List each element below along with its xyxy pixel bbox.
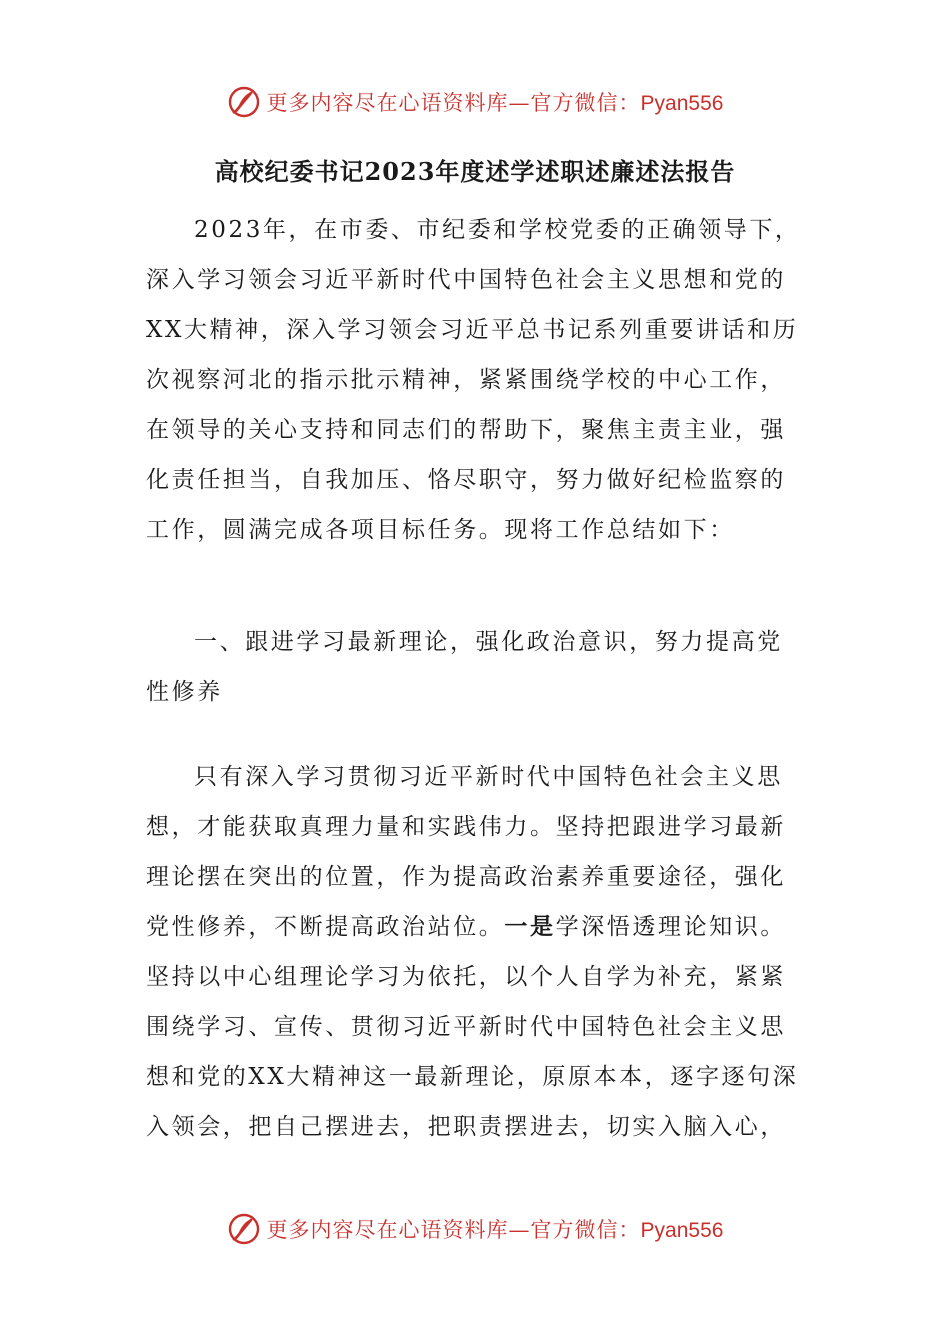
text-line: 坚持以中心组理论学习为依托，以个人自学为补充，紧紧	[146, 964, 786, 990]
text-line: 次视察河北的指示批示精神，紧紧围绕学校的中心工作，	[146, 367, 786, 393]
text-line: 2023年，在市委、市纪委和学校党委的正确领导下，	[194, 217, 801, 243]
quill-logo-icon	[227, 85, 261, 119]
text-line: 深入学习领会习近平新时代中国特色社会主义思想和党的	[146, 267, 786, 293]
wechat-id: Pyan556	[640, 92, 724, 115]
line-text: 学深悟透理论知识。	[555, 914, 787, 940]
text-line: 只有深入学习贯彻习近平新时代中国特色社会主义思	[194, 764, 783, 790]
bold-lead-text: 一是	[504, 913, 556, 940]
text-line: 一、跟进学习最新理论，强化政治意识，努力提高党	[194, 629, 783, 655]
text-line: XX大精神，深入学习领会习近平总书记系列重要讲话和历	[146, 317, 799, 343]
text-line	[146, 902, 810, 952]
text-line: 想和党的XX大精神这一最新理论，原原本本，逐字逐句深	[146, 1064, 799, 1090]
watermark-text: 更多内容尽在心语资料库—官方微信：Pyan556	[266, 1218, 724, 1242]
watermark-text: 更多内容尽在心语资料库—官方微信：Pyan556	[266, 91, 724, 115]
text-line: 入领会，把自己摆进去，把职责摆进去，切实入脑入心，	[146, 1114, 786, 1140]
watermark-banner-bottom	[0, 1209, 950, 1249]
text-line: 围绕学习、宣传、贯彻习近平新时代中国特色社会主义思	[146, 1014, 786, 1040]
section-paragraph	[146, 752, 810, 1152]
section-heading	[146, 617, 810, 717]
text-line: 工作，圆满完成各项目标任务。现将工作总结如下：	[146, 517, 735, 543]
text-line: 理论摆在突出的位置，作为提高政治素养重要途径，强化	[146, 864, 786, 890]
document-title: 高校纪委书记2023年度述学述职述廉述法报告	[214, 157, 736, 186]
watermark-banner-top	[0, 82, 950, 122]
quill-logo-icon	[227, 1212, 261, 1246]
intro-paragraph	[146, 205, 810, 555]
line-text: 党性修养，不断提高政治站位。	[146, 914, 505, 940]
wechat-id: Pyan556	[640, 1219, 724, 1242]
text-line: 化责任担当，自我加压、恪尽职守，努力做好纪检监察的	[146, 467, 786, 493]
text-line: 在领导的关心支持和同志们的帮助下，聚焦主责主业，强	[146, 417, 786, 443]
text-line: 想，才能获取真理力量和实践伟力。坚持把跟进学习最新	[146, 814, 786, 840]
text-line: 性修养	[146, 679, 223, 705]
